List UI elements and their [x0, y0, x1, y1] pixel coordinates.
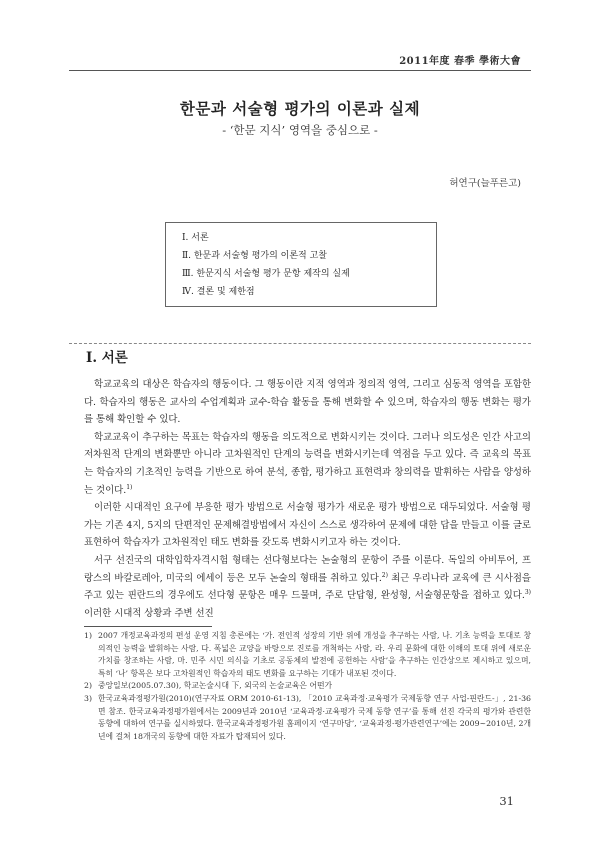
footnote-ref: 1) [126, 483, 133, 491]
footnote: 3) 한국교육과정평가원(2010)(연구자료 ORM 2010-61-13), 「2010 교육과정·교육평가 국제동향 연구 사업-핀란드-」, 21-36면 참조. 한국교육과정평가원에서는 2009년과 2010년 ‘교육과정·교육평가 국제 동향 연구’를 통해 선진 각국의 평가와 관련한 동향에 대하여 연구를 실시하였다. 한국교육과정평가원 홈페이지 ‘연구마당’, ‘교육과정·평가관련연구’에는 2009~2010년, 2개년에 걸쳐 18개국의 동향에 대한 자료가 탑재되어 있다. [84, 693, 531, 741]
paragraph: 이러한 시대적인 요구에 부응한 평가 방법으로 서술형 평가가 새로운 평가 방법으로 대두되었다. 서술형 평가는 기존 4지, 5지의 단편적인 문제해결방법에서 자신이 스스로 생각하여 문제에 대한 답을 만들고 이를 글로 표현하여 학습자가 고차원적인 태도 변화를 갖도록 변화시키고자 하는 것이다. [84, 502, 531, 549]
footnote: 2) 중앙일보(2005.07.30), 학교논술시대 下, 외국의 논술교육은 어떤가 [84, 681, 333, 691]
paragraph: 서구 선진국의 대학입학자격시험 형태는 선다형보다는 논술형의 문항이 주를 이룬다. 독일의 아비투어, 프랑스의 바칼로레아, 미국의 에세이 등은 모두 논술의 형태를 취하고 있다.$^{2)}$ 최근 우리나라 교육에 큰 시사점을 주고 있는 핀란드의 경우에도 선다형 문항은 매우 드물며, 주로 단답형, 완성형, 서술형문항을 접하고 있다.$^{3)}$ 이러한 시대적 상황과 주변 선진 [84, 554, 531, 619]
header-rule [69, 70, 531, 71]
footnote-rule [84, 626, 212, 627]
section-heading: Ⅰ. 서론 [86, 350, 128, 366]
footnotes [84, 630, 531, 743]
paper-subtitle: - ‘한문 지식’ 영역을 중심으로 - [222, 123, 378, 137]
toc-item: Ⅲ. 한문지식 서술형 평가 문항 제작의 실제 [182, 269, 350, 279]
paragraph: 학교교육의 대상은 학습자의 행동이다. 그 행동이란 지적 영역과 정의적 영역, 그리고 심동적 영역을 포함한다. 학습자의 행동은 교사의 수업계획과 교수-학습 활동을 통해 변화할 수 있으며, 학습자의 행동 변화는 평가를 통해 확인할 수 있다. [84, 379, 531, 426]
footnote: 1) 2007 개정교육과정의 편성 운영 지침 총론에는 ‘가. 전인적 성장의 기반 위에 개성을 추구하는 사람, 나. 기초 능력을 토대로 창의적인 능력을 발휘하는 사람, 다. 폭넓은 교양을 바탕으로 진로를 개척하는 사람, 라. 우리 문화에 대한 이해의 토대 위에 새로운 가치를 창조하는 사람, 마. 민주 시민 의식을 기초로 공동체의 발전에 공헌하는 사람’을 추구하는 인간상으로 제시하고 있으며, 특히 ‘나’ 항목은 보다 고차원적인 학습자의 태도 변화를 요구하는 기대가 내포된 것이다. [84, 631, 531, 678]
table-of-contents [165, 222, 437, 307]
footnote-ref: 2) [381, 571, 388, 579]
section-divider [69, 343, 531, 344]
footnote-ref: 3) [524, 589, 531, 596]
journal-header: 2011年度 春季 學術大會 [399, 56, 521, 67]
toc-item: Ⅳ. 결론 및 제한점 [182, 287, 255, 297]
toc-item: Ⅰ. 서론 [182, 233, 209, 243]
author: 허연구(늘푸른고) [449, 178, 521, 189]
body-text [84, 376, 531, 622]
page-number: 31 [499, 794, 514, 808]
paper-title: 한문과 서술형 평가의 이론과 실제 [179, 99, 421, 118]
toc-item: Ⅱ. 한문과 서술형 평가의 이론적 고찰 [182, 251, 327, 261]
paragraph: 학교교육이 추구하는 목표는 학습자의 행동을 의도적으로 변화시키는 것이다. 그러나 의도성은 인간 사고의 저차원적 단계의 변화뿐만 아니라 고차원적인 단계의 능력을 변화시키는데 역점을 두고 있다. 즉 교육의 목표는 학습자의 기초적인 능력을 기반으로 하여 분석, 종합, 평가하고 표현력과 창의력을 발휘하는 사람을 양성하는 것이다.$^{1)}$ [84, 431, 531, 496]
